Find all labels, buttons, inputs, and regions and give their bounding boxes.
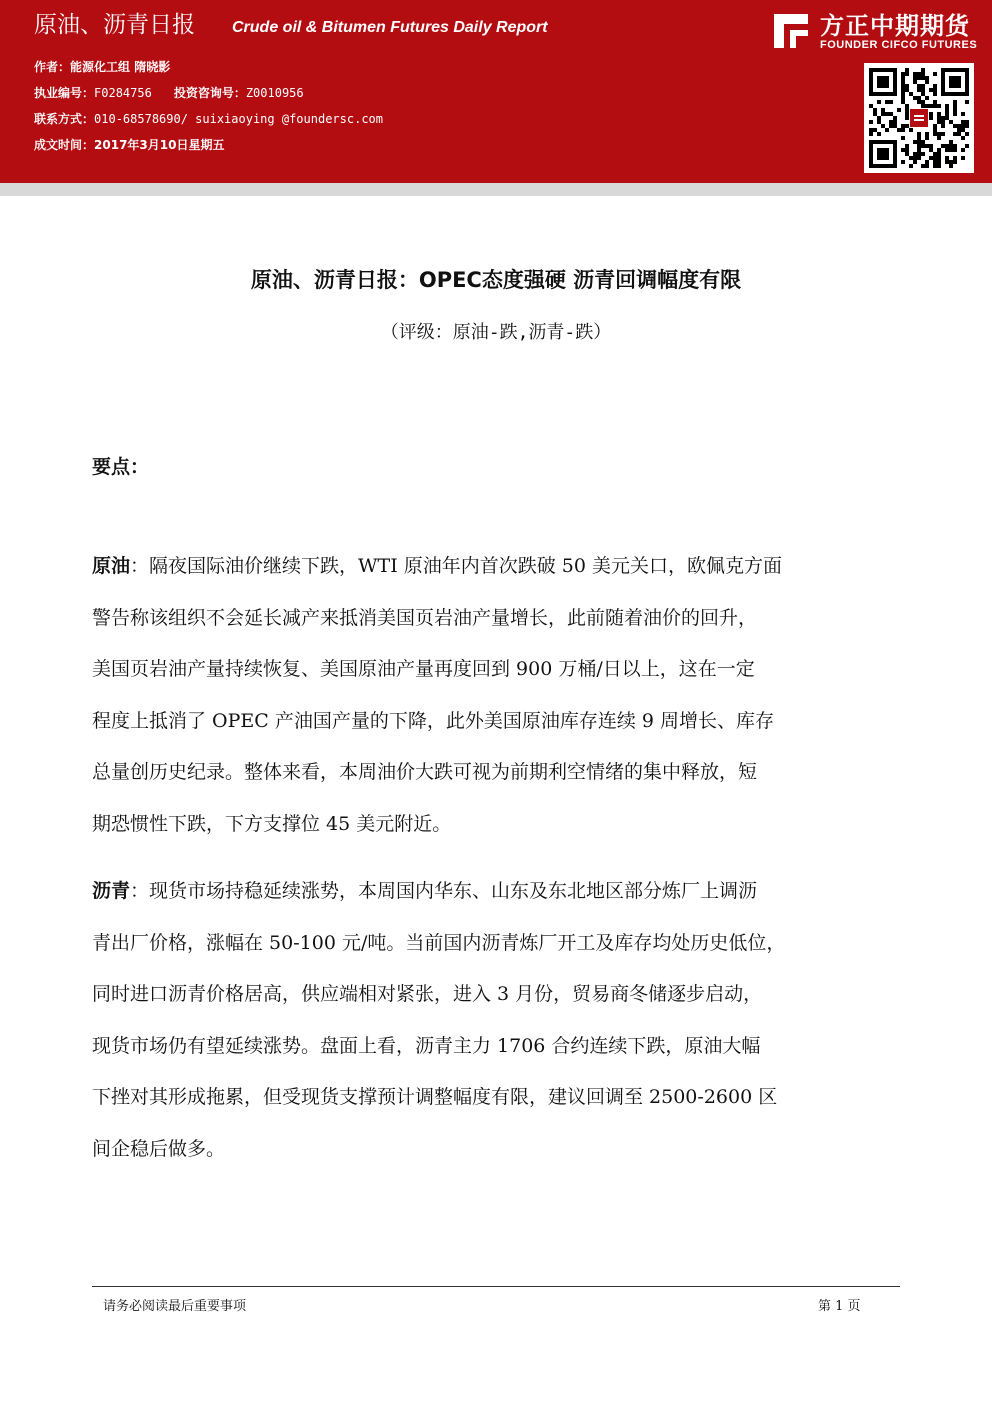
date-value: 2017年3月10日星期五 bbox=[94, 138, 225, 152]
author-label: 作者： bbox=[34, 60, 71, 74]
qr-code-icon bbox=[869, 68, 969, 168]
contact-value: 010-68578690/ suixiaoying @foundersc.com bbox=[94, 112, 383, 126]
author-value: 能源化工组 隋晓影 bbox=[70, 60, 171, 74]
bitumen-paragraph bbox=[92, 866, 785, 1175]
logo-text-cn: 方正中期期货 bbox=[820, 12, 970, 40]
bitumen-line: 同时进口沥青价格居高，供应端相对紧张，进入 3 月份，贸易商冬储逐步启动， bbox=[92, 983, 763, 1005]
advisory-label: 投资咨询号： bbox=[173, 86, 246, 100]
license-line bbox=[34, 84, 304, 101]
crude-line: 期恐惯性下跌，下方支撑位 45 美元附近。 bbox=[92, 812, 452, 835]
crude-label: 原油 bbox=[92, 555, 131, 577]
logo-text-en: FOUNDER CIFCO FUTURES bbox=[820, 39, 978, 51]
header-shadow-bar bbox=[0, 183, 992, 196]
key-points-heading: 要点： bbox=[92, 456, 150, 478]
founder-logo-icon bbox=[770, 10, 812, 52]
bitumen-line: 青出厂价格，涨幅在 50-100 元/吨。当前国内沥青炼厂开工及库存均处历史低位， bbox=[92, 931, 786, 954]
crude-line: 美国页岩油产量持续恢复、美国原油产量再度回到 900 万桶/日以上，这在一定 bbox=[92, 658, 755, 680]
crude-line bbox=[92, 541, 782, 593]
footer-divider bbox=[92, 1286, 900, 1287]
advisory-value: Z0010956 bbox=[245, 86, 304, 100]
crude-line: 总量创历史纪录。整体来看，本周油价大跌可视为前期利空情绪的集中释放，短 bbox=[92, 761, 758, 783]
contact-label: 联系方式： bbox=[34, 112, 95, 126]
header-title-cn: 原油、沥青日报 bbox=[34, 12, 195, 38]
date-label: 成文时间： bbox=[34, 138, 95, 152]
crude-line: 警告称该组织不会延长减产来抵消美国页岩油产量增长，此前随着油价的回升， bbox=[92, 606, 758, 629]
bitumen-line: 现货市场仍有望延续涨势。盘面上看，沥青主力 1706 合约连续下跌，原油大幅 bbox=[92, 1034, 761, 1057]
qr-code bbox=[864, 63, 974, 173]
date-line bbox=[34, 136, 224, 153]
crude-line: 程度上抵消了 OPEC 产油国产量的下降，此外美国原油库存连续 9 周增长、库存 bbox=[92, 709, 775, 732]
report-title: 原油、沥青日报：OPEC态度强硬 沥青回调幅度有限 bbox=[250, 268, 742, 292]
header-band bbox=[0, 0, 992, 183]
bitumen-text: ：现货市场持稳延续涨势，本周国内华东、山东及东北地区部分炼厂上调沥 bbox=[130, 880, 758, 902]
page-number: 第 1 页 bbox=[818, 1299, 861, 1314]
bitumen-label: 沥青 bbox=[92, 880, 131, 902]
crude-paragraph bbox=[92, 541, 782, 850]
license-label: 执业编号： bbox=[34, 86, 95, 100]
header-title-en: Crude oil & Bitumen Futures Daily Report bbox=[232, 19, 548, 36]
license-value: F0284756 bbox=[94, 86, 152, 100]
contact-line bbox=[34, 110, 383, 127]
bitumen-line: 间企稳后做多。 bbox=[92, 1137, 226, 1160]
footer-disclaimer-note: 请务必阅读最后重要事项 bbox=[103, 1299, 247, 1314]
report-rating: （评级：原油-跌,沥青-跌） bbox=[380, 322, 612, 343]
crude-text: ：隔夜国际油价继续下跌，WTI 原油年内首次跌破 50 美元关口，欧佩克方面 bbox=[130, 555, 783, 577]
author-line bbox=[34, 58, 170, 75]
bitumen-line: 下挫对其形成拖累，但受现货支撑预计调整幅度有限，建议回调至 2500-2600 区 bbox=[92, 1086, 778, 1108]
bitumen-line bbox=[92, 866, 785, 918]
